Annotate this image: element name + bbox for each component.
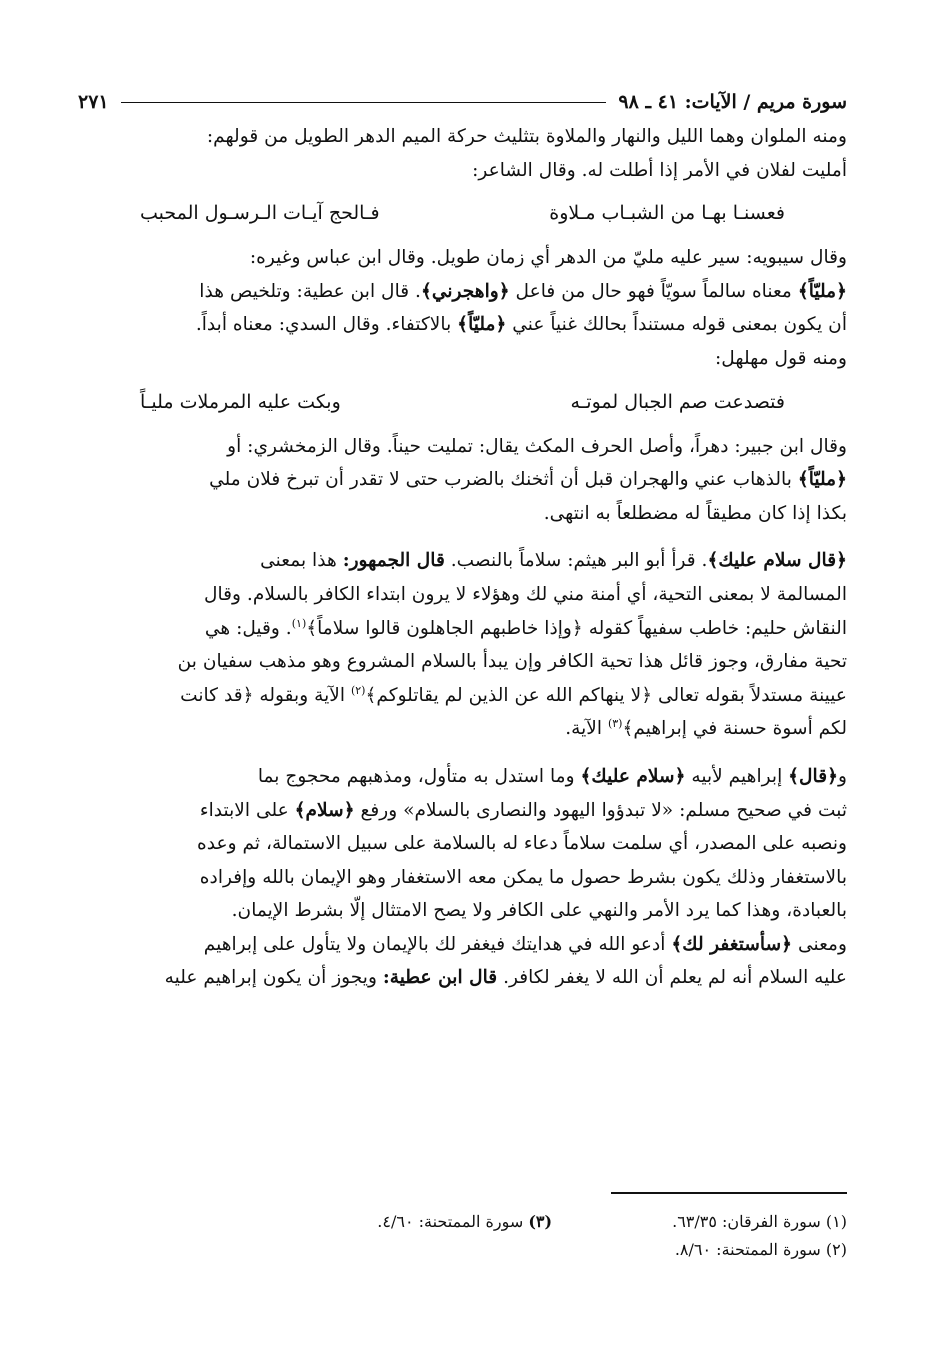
quran-quote: ﴿سلام عليك﴾: [580, 765, 686, 787]
text-line: أمليت لفلان في الأمر إذا أطلت له. وقال الشاعر:: [472, 159, 847, 181]
text-line: بالاستغفار وذلك يكون بشرط حصول ما يمكن معه الاستغفار وهو الإيمان بالله وإفراده: [199, 866, 847, 888]
text-line: بكذا إذا كان مطيقاً له مضطلعاً به انتهى.: [543, 502, 847, 524]
text-run: أن يكون بمعنى قوله مستنداً بحالك غنياً عني: [506, 314, 847, 336]
text-line: ومنه الملوان وهما الليل والنهار والملاوة بتثليث حركة الميم الدهر الطويل من قولهم:: [206, 126, 847, 147]
poem-verse-2: [78, 376, 847, 430]
running-title: سورة مريم / الآيات: ٤١ ـ ٩٨: [618, 91, 847, 113]
text-run: . قال ابن عطية: وتلخيص هذا: [199, 280, 421, 302]
main-text: [78, 120, 847, 995]
footnote-text: سورة الفرقان: ٦٣/٣٥.: [672, 1212, 826, 1231]
text-run: ويجوز أن يكون إبراهيم عليه: [164, 967, 383, 989]
text-run: هذا بمعنى: [260, 550, 343, 572]
verse-hemistich-second: وبكت عليه المرملات مليـاً: [140, 390, 341, 413]
footnote-number: (٢): [825, 1240, 847, 1259]
text-line: [78, 544, 847, 578]
text-run: بالاكتفاء. وقال السدي: معناه أبداً.: [195, 314, 458, 336]
text-line: تحية مفارق، وجوز قائل هذا تحية الكافر وإن يبدأ بالسلام المشروع وهو مذهب سفيان بن: [177, 651, 847, 673]
running-header: [78, 86, 847, 118]
text-run: على الابتداء: [199, 799, 295, 821]
quran-quote: ﴿وإذا خاطبهم الجاهلون قالوا سلاماً﴾: [306, 617, 583, 639]
text-run: بالذهاب عني والهجران قبل أن أثخنك بالضرب حتى لا تقدر أن تبرخ فلان ملي: [209, 469, 798, 491]
footnote-2: [675, 1236, 847, 1264]
text-line: [78, 275, 847, 309]
footnote-number: (١): [825, 1212, 847, 1231]
quran-quote: ﴿مليّاً﴾: [457, 314, 507, 336]
footnote-rule: [611, 1192, 847, 1194]
footnotes: [78, 1208, 847, 1264]
text-line: ونصبه على المصدر، أي سلمت سلاماً دعاء له بالسلامة على سبيل الاستمالة، ثم وعده: [197, 833, 847, 855]
text-line: وقال ابن جبير: دهراً، وأصل الحرف المكث يقال: تمليت حيناً. وقال الزمخشري: أو: [227, 435, 847, 457]
text-line: [78, 679, 847, 713]
footnote-3: [377, 1208, 552, 1236]
page-number: ٢٧١: [78, 91, 109, 113]
quran-quote: ﴿سلام﴾: [294, 799, 355, 821]
header-rule: [121, 102, 607, 103]
footnote-ref: (١): [291, 616, 307, 630]
text-line: بالعبادة، وهذا كما يرد الأمر والنهي على الكافر ولا يصح الامتثال إلّا بشرط الإيمان.: [231, 900, 847, 922]
text-line: [78, 308, 847, 342]
quran-quote: لكم أسوة حسنة في إبراهيم﴾: [622, 718, 847, 740]
footnote-ref: (٢): [350, 683, 366, 697]
poem-verse-1: [78, 187, 847, 241]
quran-quote: ﴿قد كانت: [180, 684, 254, 706]
text-run: ثبت في صحيح مسلم: «لا تبدؤوا اليهود والنصارى بالسلام» ورفع: [354, 799, 847, 821]
text-run: و: [838, 765, 847, 787]
paragraph-2: [78, 241, 847, 375]
text-run: عيينة مستدلاً بقوله تعالى: [652, 684, 847, 706]
text-line: وقال سيبويه: سير عليه مليّ من الدهر أي زمان طويل. وقال ابن عباس وغيره:: [249, 247, 847, 269]
quran-quote: ﴿قال﴾: [788, 765, 839, 787]
text-run: ومعنى: [792, 933, 847, 955]
paragraph-gap: [78, 530, 847, 544]
text-run: إبراهيم لأبيه: [685, 765, 789, 787]
text-run: النقاش حليم: خاطب سفيهاً كقوله: [582, 617, 847, 639]
paragraph-4: [78, 544, 847, 746]
text-run: . وقيل: هي: [204, 617, 292, 639]
verse-hemistich-second: فـالحج آيـات الـرسـول المحبب: [140, 202, 380, 225]
paragraph-1: [78, 120, 847, 187]
quran-quote: ﴿قال سلام عليك﴾: [707, 550, 847, 572]
quran-quote: ﴿مليّاً﴾: [797, 469, 847, 491]
bold-phrase: قال الجمهور:: [342, 550, 445, 572]
text-line: [78, 612, 847, 646]
quran-quote: ﴿مليّاً﴾: [797, 280, 847, 302]
footnote-1: [672, 1208, 847, 1236]
text-line: [78, 794, 847, 828]
text-run: الآية.: [565, 718, 608, 740]
text-line: [78, 712, 847, 746]
quran-quote: ﴿لا ينهاكم الله عن الذين لم يقاتلوكم﴾: [365, 684, 653, 706]
text-run: عليه السلام أنه لم يعلم أن الله لا يغفر لكافر.: [497, 967, 847, 989]
quran-quote: ﴿واهجرني﴾: [420, 280, 510, 302]
footnote-ref: (٣): [607, 717, 623, 731]
text-run: وما استدل به متأول، ومذهبهم محجوج بما: [257, 765, 581, 787]
footnote-text: سورة الممتحنة: ٤/٦٠.: [377, 1212, 529, 1231]
text-line: [78, 463, 847, 497]
text-run: معناه سالماً سويّاً فهو حال من فاعل: [509, 280, 798, 302]
text-line: ومنه قول مهلهل:: [715, 347, 847, 369]
quran-quote: ﴿سأستغفر لك﴾: [671, 933, 793, 955]
text-line: [78, 760, 847, 794]
footnote-row: [78, 1236, 847, 1264]
verse-hemistich-first: فعسنـا بهـا من الشبـاب مـلاوة: [549, 202, 785, 225]
text-run: أدعو الله في هدايتك فيغفر لك بالإيمان ولا يتأول على إبراهيم: [203, 933, 672, 955]
text-line: المسالمة لا بمعنى التحية، أي أمنة مني لك وهؤلاء لا يرون ابتداء الكافر بالسلام. وقال: [203, 583, 847, 605]
text-run: الآية وبقوله: [253, 684, 351, 706]
footnote-text: سورة الممتحنة: ٨/٦٠.: [674, 1240, 826, 1259]
footnote-number: (٣): [528, 1212, 553, 1231]
paragraph-gap: [78, 746, 847, 760]
text-line: [78, 928, 847, 962]
bold-phrase: قال ابن عطية:: [382, 967, 498, 989]
text-line: [78, 961, 847, 995]
paragraph-3: [78, 430, 847, 531]
verse-hemistich-first: فتصدعت صم الجبال لموتـه: [570, 390, 785, 413]
footnote-row: [78, 1208, 847, 1236]
paragraph-5: [78, 760, 847, 995]
text-run: . قرأ أبو البر هيثم: سلاماً بالنصب.: [444, 550, 708, 572]
